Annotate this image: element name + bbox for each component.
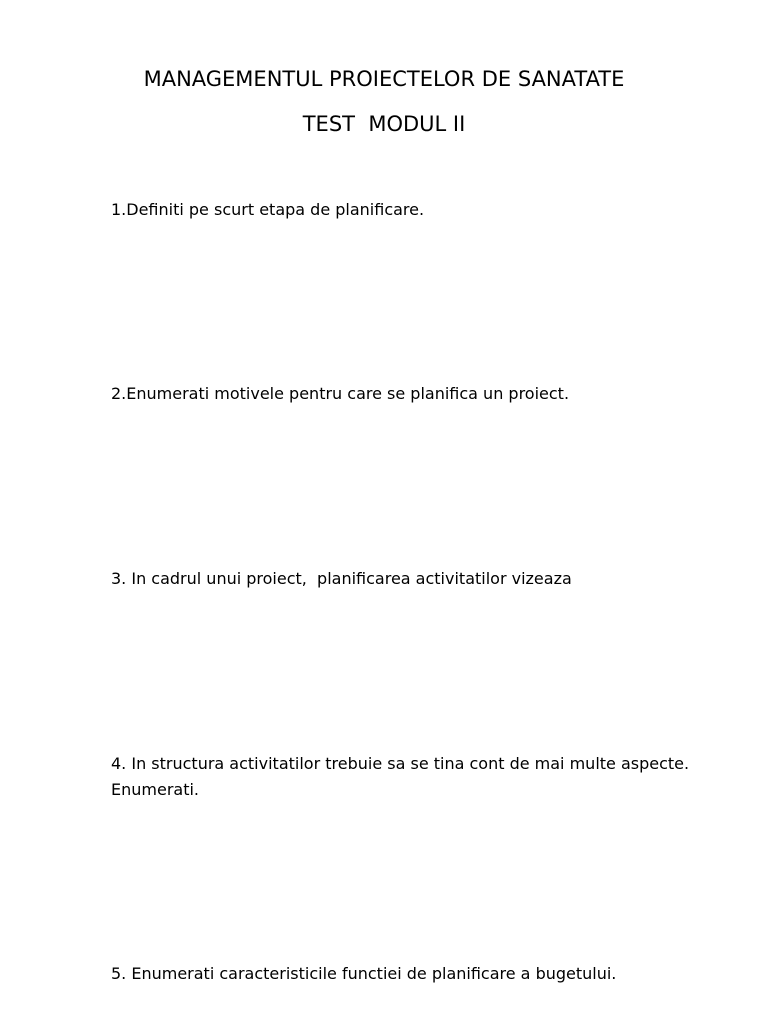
question-3: 3. In cadrul unui proiect, planificarea activitatilor vizeaza xyxy=(111,569,572,588)
question-2: 2.Enumerati motivele pentru care se planifica un proiect. xyxy=(111,384,570,403)
document-title: MANAGEMENTUL PROIECTELOR DE SANATATE xyxy=(143,67,625,91)
question-4: 4. In structura activitatilor trebuie sa se tina cont de mai multe aspecte. Enumerati. xyxy=(111,754,690,799)
document-subtitle: TEST MODUL II xyxy=(302,112,466,136)
question-1: 1.Definiti pe scurt etapa de planificare. xyxy=(111,200,425,219)
question-5: 5. Enumerati caracteristicile functiei de planificare a bugetului. xyxy=(111,964,617,983)
